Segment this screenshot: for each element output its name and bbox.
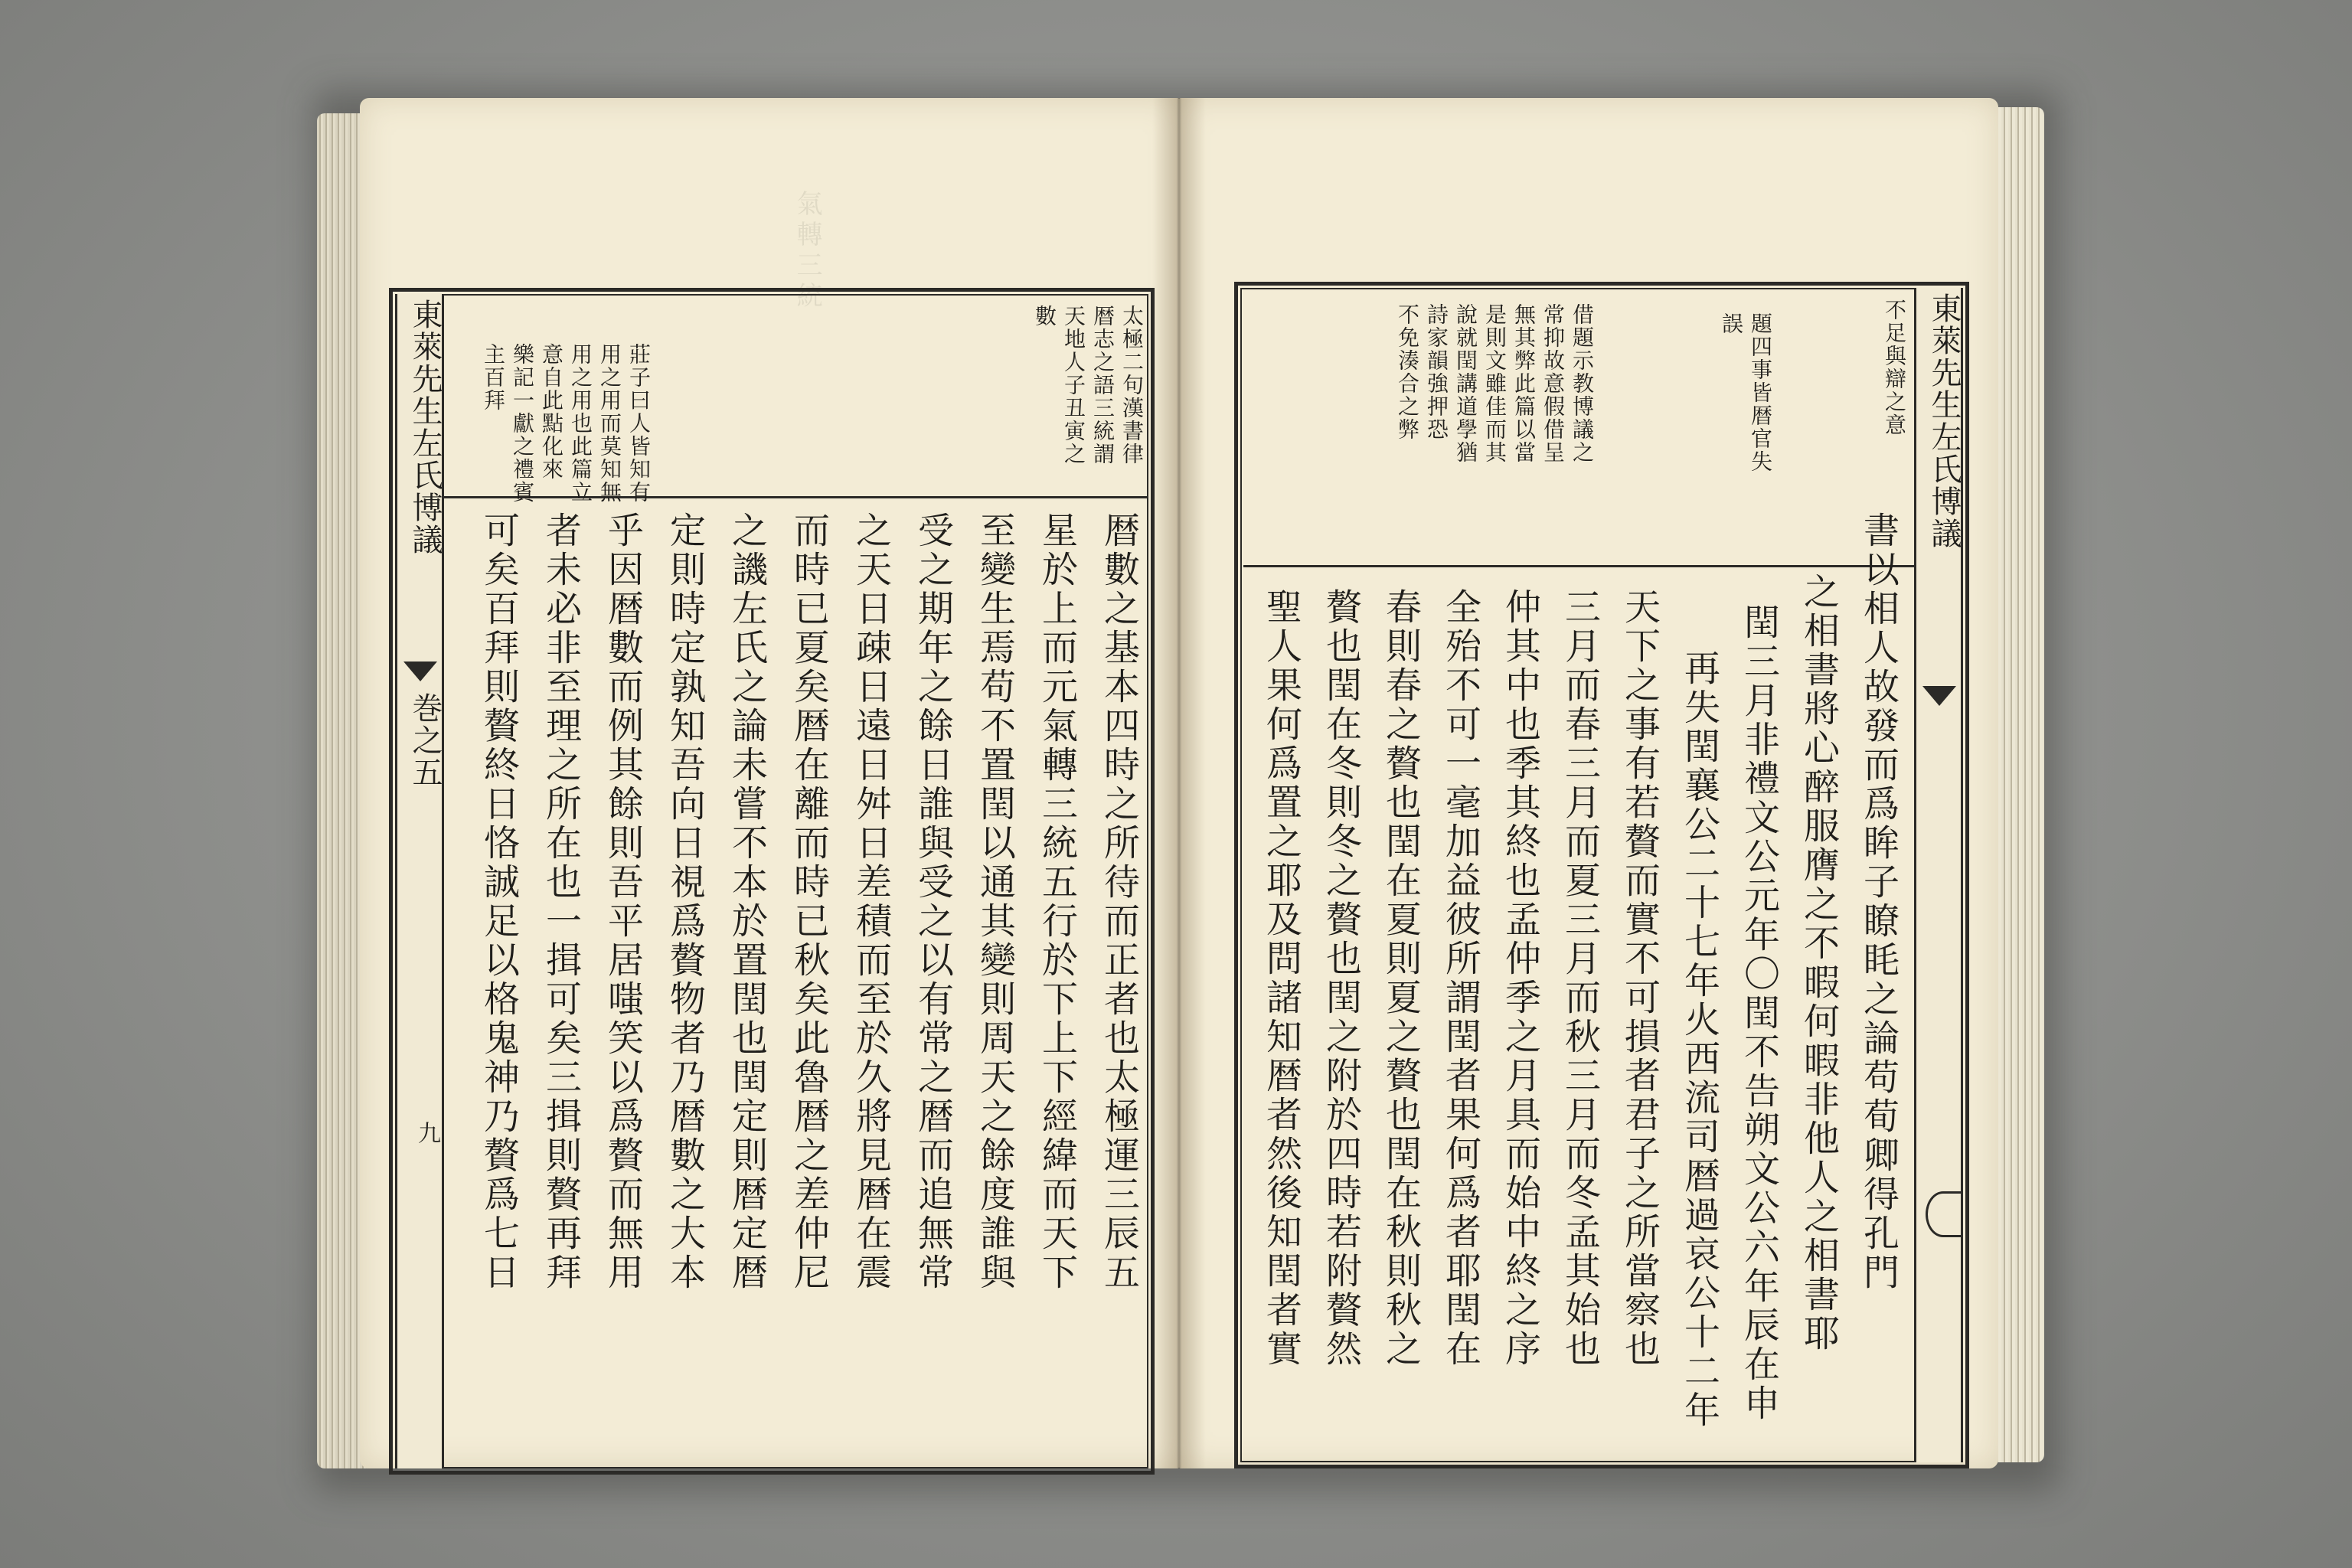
note-line: 暦志之語三統謂 [1090,305,1116,466]
text-column: 贅也閏在冬則冬之贅也閏之附於四時若附贅然 [1320,588,1362,1369]
left-folio: 九 [413,1121,440,1144]
note-line: 是則文雖佳而其 [1482,303,1508,464]
text-column: 者未必非至理之所在也一揖可矣三揖則贅再拜 [540,511,582,1292]
text-column: 之天日疎日遠日舛日差積而至於久將見暦在震 [850,511,892,1292]
left-spine-volume: 巻之五 [407,692,443,789]
left-spine-title: 東萊先生左氏博議 [407,299,443,556]
text-column: 之相書將心醉服膺之不暇何暇非他人之相書耶 [1798,573,1840,1354]
text-column: 星於上而元氣轉三統五行於下上下經緯而天下 [1036,511,1078,1292]
text-column: 再失閏襄公二十七年火西流司暦過哀公十二年 [1678,649,1720,1430]
note-divider [1243,565,1914,567]
note-line: 天地人子丑寅之 [1061,305,1086,466]
text-column: 天下之事有若贅而實不可損者君子之所當察也 [1619,588,1661,1369]
text-column: 聖人果何爲置之耶及問諸知暦者然後知閏者實 [1260,588,1302,1369]
left-spine-band [395,294,444,1468]
text-column: 之譏左氏之論未嘗不本於置閏也閏定則暦定暦 [726,511,768,1292]
text-column: 三月而春三月而夏三月而秋三月而冬孟其始也 [1559,588,1601,1369]
note-line: 詩家韻強押恐 [1424,303,1449,441]
text-column: 暦數之基本四時之所待而正者也太極運三辰五 [1098,511,1140,1292]
note-line: 太極二句漢書律 [1119,305,1145,466]
show-through-text: 氣轉三統 [792,190,822,312]
fishtail-mark [1922,686,1956,706]
note-line: 用之用而莫知無 [597,343,622,504]
note-line: 借題示教博議之 [1570,303,1595,464]
fishtail-mark [403,662,437,681]
note-line: 誤 [1719,312,1744,335]
right-page [1179,98,1998,1468]
note-line: 主百拜 [481,343,506,412]
note-line: 樂記一獻之禮賓 [510,343,535,504]
note-line: 常抑故意假借呈 [1540,303,1566,464]
book-gutter [1152,98,1206,1468]
text-column: 閏三月非禮文公元年〇閏不告朔文公六年辰在申 [1738,603,1780,1423]
text-column: 可矣百拜則贅終日恪誠足以格鬼神乃贅爲七日 [478,511,520,1292]
note-line: 莊子曰人皆知有 [626,343,652,504]
note-line: 用之用也此篇立 [568,343,593,504]
bracket-ornament [1926,1191,1961,1237]
right-spine-title: 東萊先生左氏博議 [1926,292,1962,550]
text-column: 春則春之贅也閏在夏則夏之贅也閏在秋則秋之 [1380,588,1422,1369]
note-line: 題四事皆暦官失 [1748,312,1773,473]
text-column: 定則時定孰知吾向日視爲贅物者乃暦數之大本 [664,511,706,1292]
left-page [360,98,1179,1468]
note-line: 意自此點化來 [539,343,564,481]
text-column: 乎因暦數而例其餘則吾平居嗤笑以爲贅而無用 [602,511,644,1292]
note-line: 不免湊合之弊 [1395,303,1420,441]
text-column: 受之期年之餘日誰與受之以有常之暦而追無常 [912,511,954,1292]
note-line: 不足與辯之意 [1882,299,1907,436]
note-line: 數 [1032,305,1057,328]
note-line: 說就閏講道學猶 [1453,303,1478,464]
text-column: 而時已夏矣暦在離而時已秋矣此魯暦之差仲尼 [788,511,830,1292]
note-line: 無其弊此篇以當 [1511,303,1537,464]
text-column: 至變生焉苟不置閏以通其變則周天之餘度誰與 [974,511,1016,1292]
text-column: 全殆不可一毫加益彼所謂閏者果何爲者耶閏在 [1439,588,1481,1369]
note-divider [444,496,1148,498]
text-column: 仲其中也季其終也孟仲季之月具而始中終之序 [1499,588,1541,1369]
text-column: 書以相人故發而爲眸子瞭眊之論苟荀卿得孔門 [1857,511,1900,1292]
right-spine-band [1914,288,1963,1462]
